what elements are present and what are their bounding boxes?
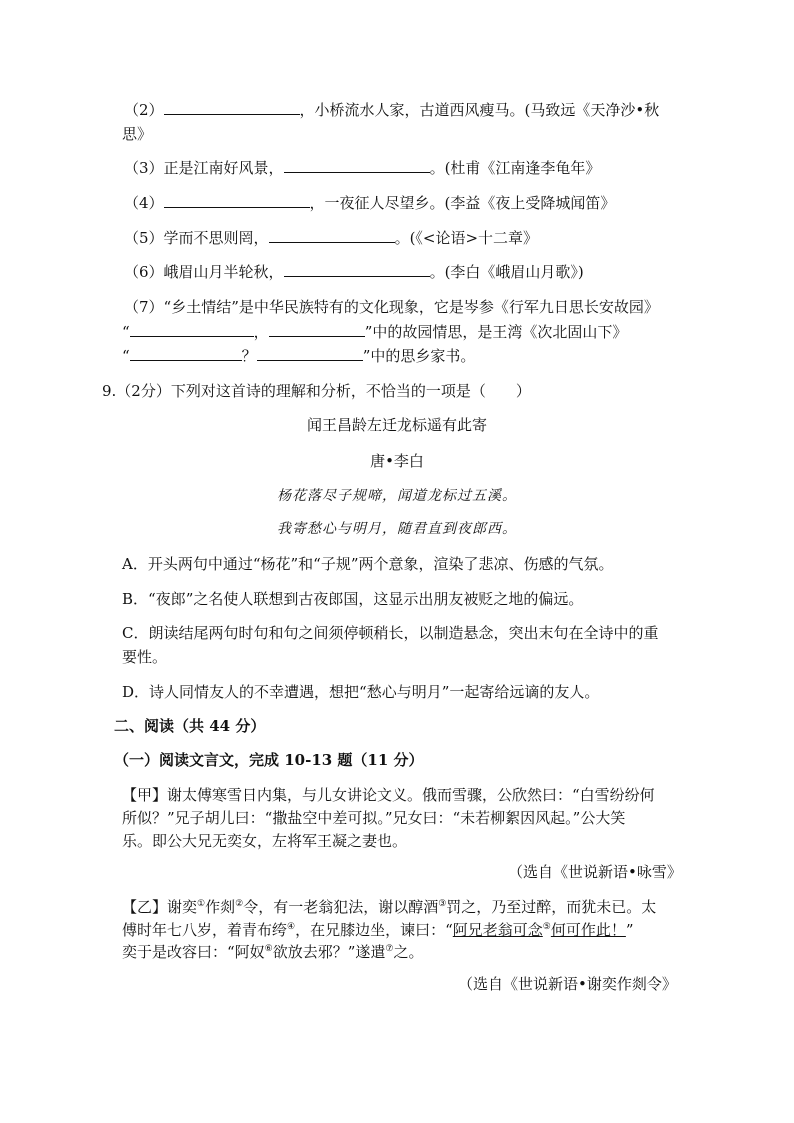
item-label: （4）	[124, 194, 164, 212]
item-6	[124, 262, 584, 282]
item-text: “乡土情结”是中华民族特有的文化现象，它是岑参《行军九日思长安故园》	[163, 298, 659, 316]
passage-yi-line-2	[122, 920, 634, 940]
footnote-marker: ①	[197, 899, 206, 909]
text: 作剡	[205, 898, 236, 916]
item-text: 。(杜甫《江南逢李龟年》	[429, 159, 601, 177]
text: 令，有一老翁犯法，谢以醇酒	[243, 898, 439, 916]
poem-line-2: 我寄愁心与明月，随君直到夜郎西。	[277, 521, 517, 537]
answer-blank[interactable]	[269, 322, 365, 337]
item-label: （2）	[124, 101, 164, 119]
answer-blank[interactable]	[164, 193, 310, 208]
item-text: 峨眉山月半轮秋，	[163, 263, 284, 281]
passage-jia-line-3: 乐。即公大兄无奕女，左将军王凝之妻也。	[122, 832, 408, 850]
question-9-stem: 9.（2分）下列对这首诗的理解和分析，不恰当的一项是（ ）	[102, 382, 531, 400]
poem-line-1: 杨花落尽子规啼，闻道龙标过五溪。	[277, 488, 517, 504]
text: 傅时年七八岁，着青布绔	[122, 921, 288, 939]
item-7-line2	[122, 322, 627, 342]
item-text: ”中的思乡家书。	[362, 347, 476, 365]
poem-title: 闻王昌龄左迁龙标遥有此寄	[306, 416, 487, 434]
item-5	[124, 228, 538, 248]
option-b[interactable]: B．“夜郎”之名使人联想到古夜郎国，这显示出朋友被贬之地的偏远。	[122, 590, 584, 608]
passage-yi-source: （选自《世说新语•谢奕作剡令》	[458, 975, 677, 993]
item-7	[124, 297, 659, 317]
text: 之。	[393, 943, 424, 961]
text: 【乙】谢奕	[122, 898, 198, 916]
item-text: ，小桥流水人家，古道西风瘦马。(马致远《天净沙•秋	[299, 101, 660, 119]
answer-blank[interactable]	[284, 158, 430, 173]
text: 欲放去邪？”遂遣	[272, 943, 386, 961]
separator: ？	[241, 347, 257, 365]
separator: ，	[253, 323, 269, 341]
passage-jia-line-2: 所似？”兄子胡儿曰：“撒盐空中差可拟。”兄女曰：“未若柳絮因风起。”公大笑	[122, 809, 626, 827]
item-label: （6）	[124, 263, 164, 281]
item-label: （7）	[124, 298, 164, 316]
text: ，在兄膝边坐，谏曰：“	[295, 921, 453, 939]
option-c[interactable]: C．朗读结尾两句时句和句之间须停顿稍长，以制造悬念，突出末句在全诗中的重	[122, 624, 659, 642]
item-text: ”中的故园情思，是王湾《次北固山下》	[364, 323, 628, 341]
footnote-marker: ④	[287, 922, 296, 932]
open-quote: “	[122, 347, 130, 365]
option-d[interactable]: D．诗人同情友人的不幸遭遇，想把“愁心与明月”一起寄给远谪的友人。	[122, 683, 600, 701]
passage-jia-source: （选自《世说新语•咏雪》	[508, 863, 682, 881]
text: ”	[625, 921, 634, 939]
option-c-continuation: 要性。	[122, 648, 168, 666]
subsection-heading: （一）阅读文言文，完成 10-13 题（11 分）	[114, 751, 424, 769]
answer-blank[interactable]	[164, 100, 300, 115]
section-heading: 二、阅读（共 44 分）	[114, 717, 266, 735]
option-a[interactable]: A．开头两句中通过“杨花”和“子规”两个意象，渲染了悲凉、伤感的气氛。	[122, 555, 614, 573]
answer-blank[interactable]	[130, 346, 242, 361]
underlined-text: 阿兄老翁可念	[452, 921, 543, 939]
item-text: 学而不思则罔，	[163, 229, 269, 247]
underlined-text: 何可作此！	[550, 921, 626, 939]
answer-blank[interactable]	[130, 322, 254, 337]
item-2-continuation: 思》	[122, 125, 153, 143]
footnote-marker: ③	[438, 899, 447, 909]
passage-jia-line-1: 【甲】谢太傅寒雪日内集，与儿女讲论文义。俄而雪骤，公欣然曰：“白雪纷纷何	[122, 786, 655, 804]
item-3	[124, 158, 600, 178]
item-7-line3	[122, 346, 475, 366]
footnote-marker: ⑥	[264, 944, 273, 954]
item-2	[124, 100, 659, 120]
item-text: 正是江南好风景，	[163, 159, 284, 177]
answer-blank[interactable]	[269, 228, 395, 243]
text: 奕于是改容曰：“阿奴	[122, 943, 265, 961]
passage-yi-line-1	[122, 897, 656, 917]
open-quote: “	[122, 323, 130, 341]
text: 罚之，乃至过醉，而犹未已。太	[446, 898, 657, 916]
footnote-marker: ⑤	[542, 922, 551, 932]
item-label: （5）	[124, 229, 164, 247]
footnote-marker: ②	[235, 899, 244, 909]
item-4	[124, 193, 615, 213]
item-label: （3）	[124, 159, 164, 177]
footnote-marker: ⑦	[385, 944, 394, 954]
answer-blank[interactable]	[257, 346, 363, 361]
item-text: 。(《<论语>十二章》	[394, 229, 539, 247]
answer-blank[interactable]	[284, 262, 430, 277]
passage-yi-line-3	[122, 942, 424, 962]
item-text: 。(李白《峨眉山月歌》)	[429, 263, 584, 281]
poem-author: 唐•李白	[370, 452, 424, 470]
item-text: ，一夜征人尽望乡。(李益《夜上受降城闻笛》	[309, 194, 616, 212]
